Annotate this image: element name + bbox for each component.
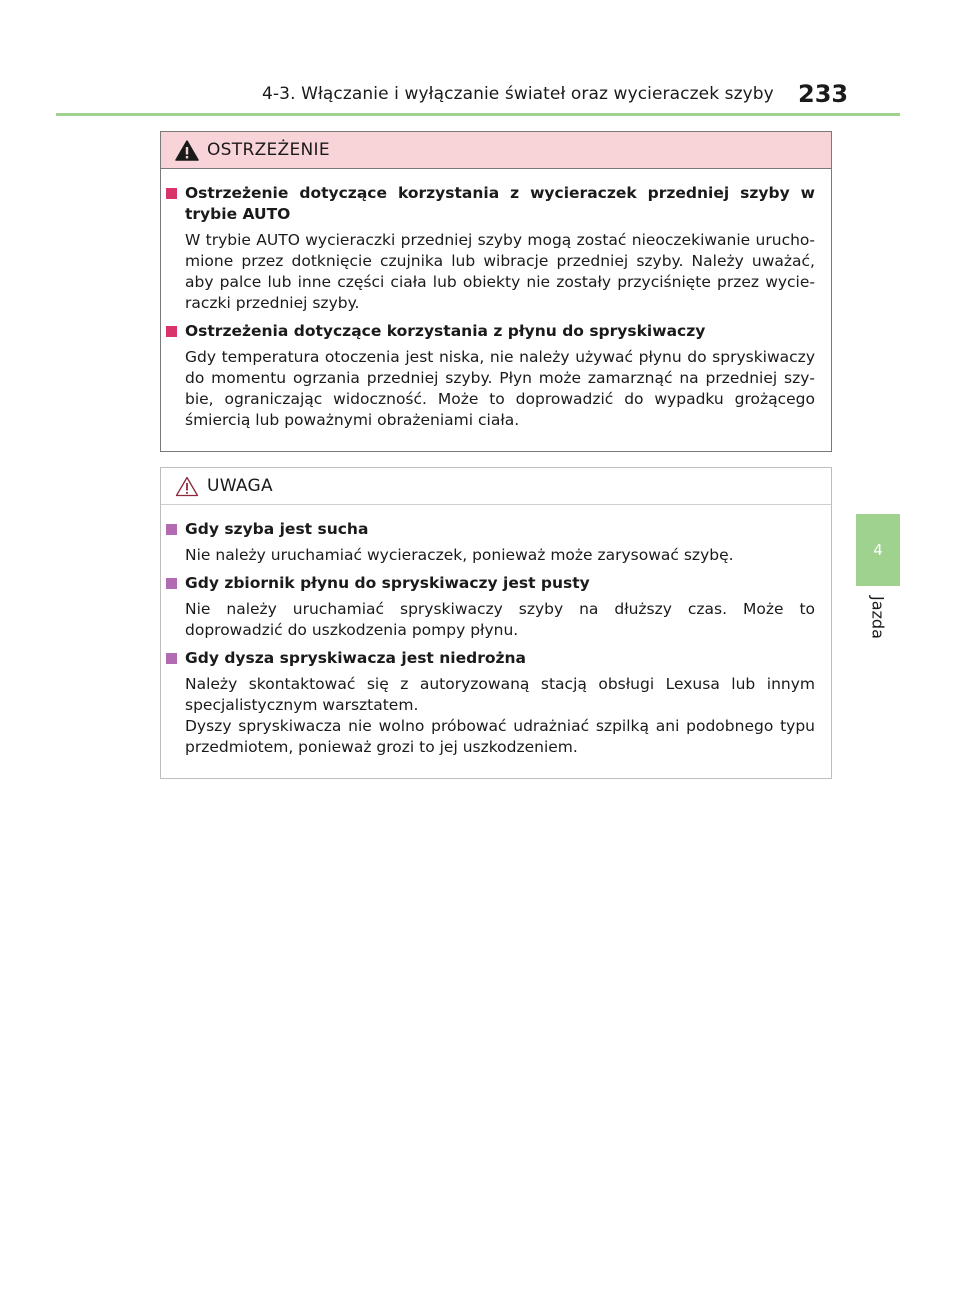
warning-section bbox=[185, 321, 815, 431]
square-bullet-icon bbox=[166, 524, 177, 535]
notice-section bbox=[185, 519, 815, 566]
warning-triangle-filled-icon bbox=[175, 140, 199, 161]
warning-header bbox=[161, 132, 831, 169]
warning-section-text: W trybie AUTO wycieraczki przedniej szyby mogą zostać nieoczekiwanie uruchomione przez dotknięcie czujnika lub wibracje przedniej szyby. Należy uważać, aby palce lub inne części ciała lub obiekty nie zostały przyciśnięte przez wycieraczki przedniej szyby. bbox=[185, 231, 815, 312]
square-bullet-icon bbox=[166, 578, 177, 589]
chapter-number: 4 bbox=[873, 541, 883, 559]
notice-section-title-text: Gdy szyba jest sucha bbox=[185, 520, 369, 538]
chapter-tab[interactable] bbox=[856, 514, 900, 586]
notice-paragraph: Dyszy spryskiwacza nie wolno próbować udrażniać szpilką ani podobnego typu przedmiotem, ponieważ grozi to jej uszkodzeniem. bbox=[185, 717, 815, 756]
square-bullet-icon bbox=[166, 188, 177, 199]
warning-section-title-text: Ostrzeżenia dotyczące korzystania z płynu do spryskiwaczy bbox=[185, 322, 706, 340]
page-number: 233 bbox=[798, 80, 849, 108]
notice-section-text bbox=[185, 545, 815, 566]
notice-section bbox=[185, 573, 815, 641]
warning-triangle-outline-icon bbox=[175, 476, 199, 497]
square-bullet-icon bbox=[166, 326, 177, 337]
notice-section-title bbox=[185, 519, 815, 540]
header-rule bbox=[56, 113, 900, 116]
notice-paragraph: Nie należy uruchamiać spryskiwaczy szyby na dłuższy czas. Może to doprowadzić do uszkodzenia pompy płynu. bbox=[185, 600, 815, 639]
chapter-label: Jazda bbox=[868, 596, 888, 639]
warning-section-title bbox=[185, 321, 815, 342]
warning-box bbox=[160, 131, 832, 452]
notice-section-title bbox=[185, 648, 815, 669]
square-bullet-icon bbox=[166, 653, 177, 664]
warning-section bbox=[185, 183, 815, 314]
section-title: 4-3. Włączanie i wyłączanie świateł oraz wycieraczek szyby bbox=[262, 84, 774, 104]
notice-box bbox=[160, 467, 832, 779]
notice-section bbox=[185, 648, 815, 758]
notice-paragraph: Nie należy uruchamiać wycieraczek, ponieważ może zarysować szybę. bbox=[185, 546, 734, 564]
notice-paragraph: Należy skontaktować się z autoryzowaną stacją obsługi Lexusa lub innym specjalistycznym warsztatem. bbox=[185, 675, 815, 714]
notice-header bbox=[161, 468, 831, 505]
notice-heading: UWAGA bbox=[207, 476, 273, 496]
notice-section-text bbox=[185, 674, 815, 758]
notice-section-text bbox=[185, 599, 815, 641]
warning-section-title-text: Ostrzeżenie dotyczące korzystania z wycieraczek przedniej szyby w trybie AUTO bbox=[185, 184, 815, 223]
warning-section-title bbox=[185, 183, 815, 225]
notice-section-title-text: Gdy dysza spryskiwacza jest niedrożna bbox=[185, 649, 526, 667]
notice-section-title-text: Gdy zbiornik płynu do spryskiwaczy jest pusty bbox=[185, 574, 590, 592]
warning-section-text: Gdy temperatura otoczenia jest niska, nie należy używać płynu do spryskiwaczy do momentu ogrzania przedniej szyby. Płyn może zamarznąć na przedniej szybie, ograniczając widoczność. Może to doprowadzić do wypadku grożącego śmiercią lub poważnymi obrażeniami ciała. bbox=[185, 348, 815, 429]
notice-section-title bbox=[185, 573, 815, 594]
warning-heading: OSTRZEŻENIE bbox=[207, 140, 330, 160]
